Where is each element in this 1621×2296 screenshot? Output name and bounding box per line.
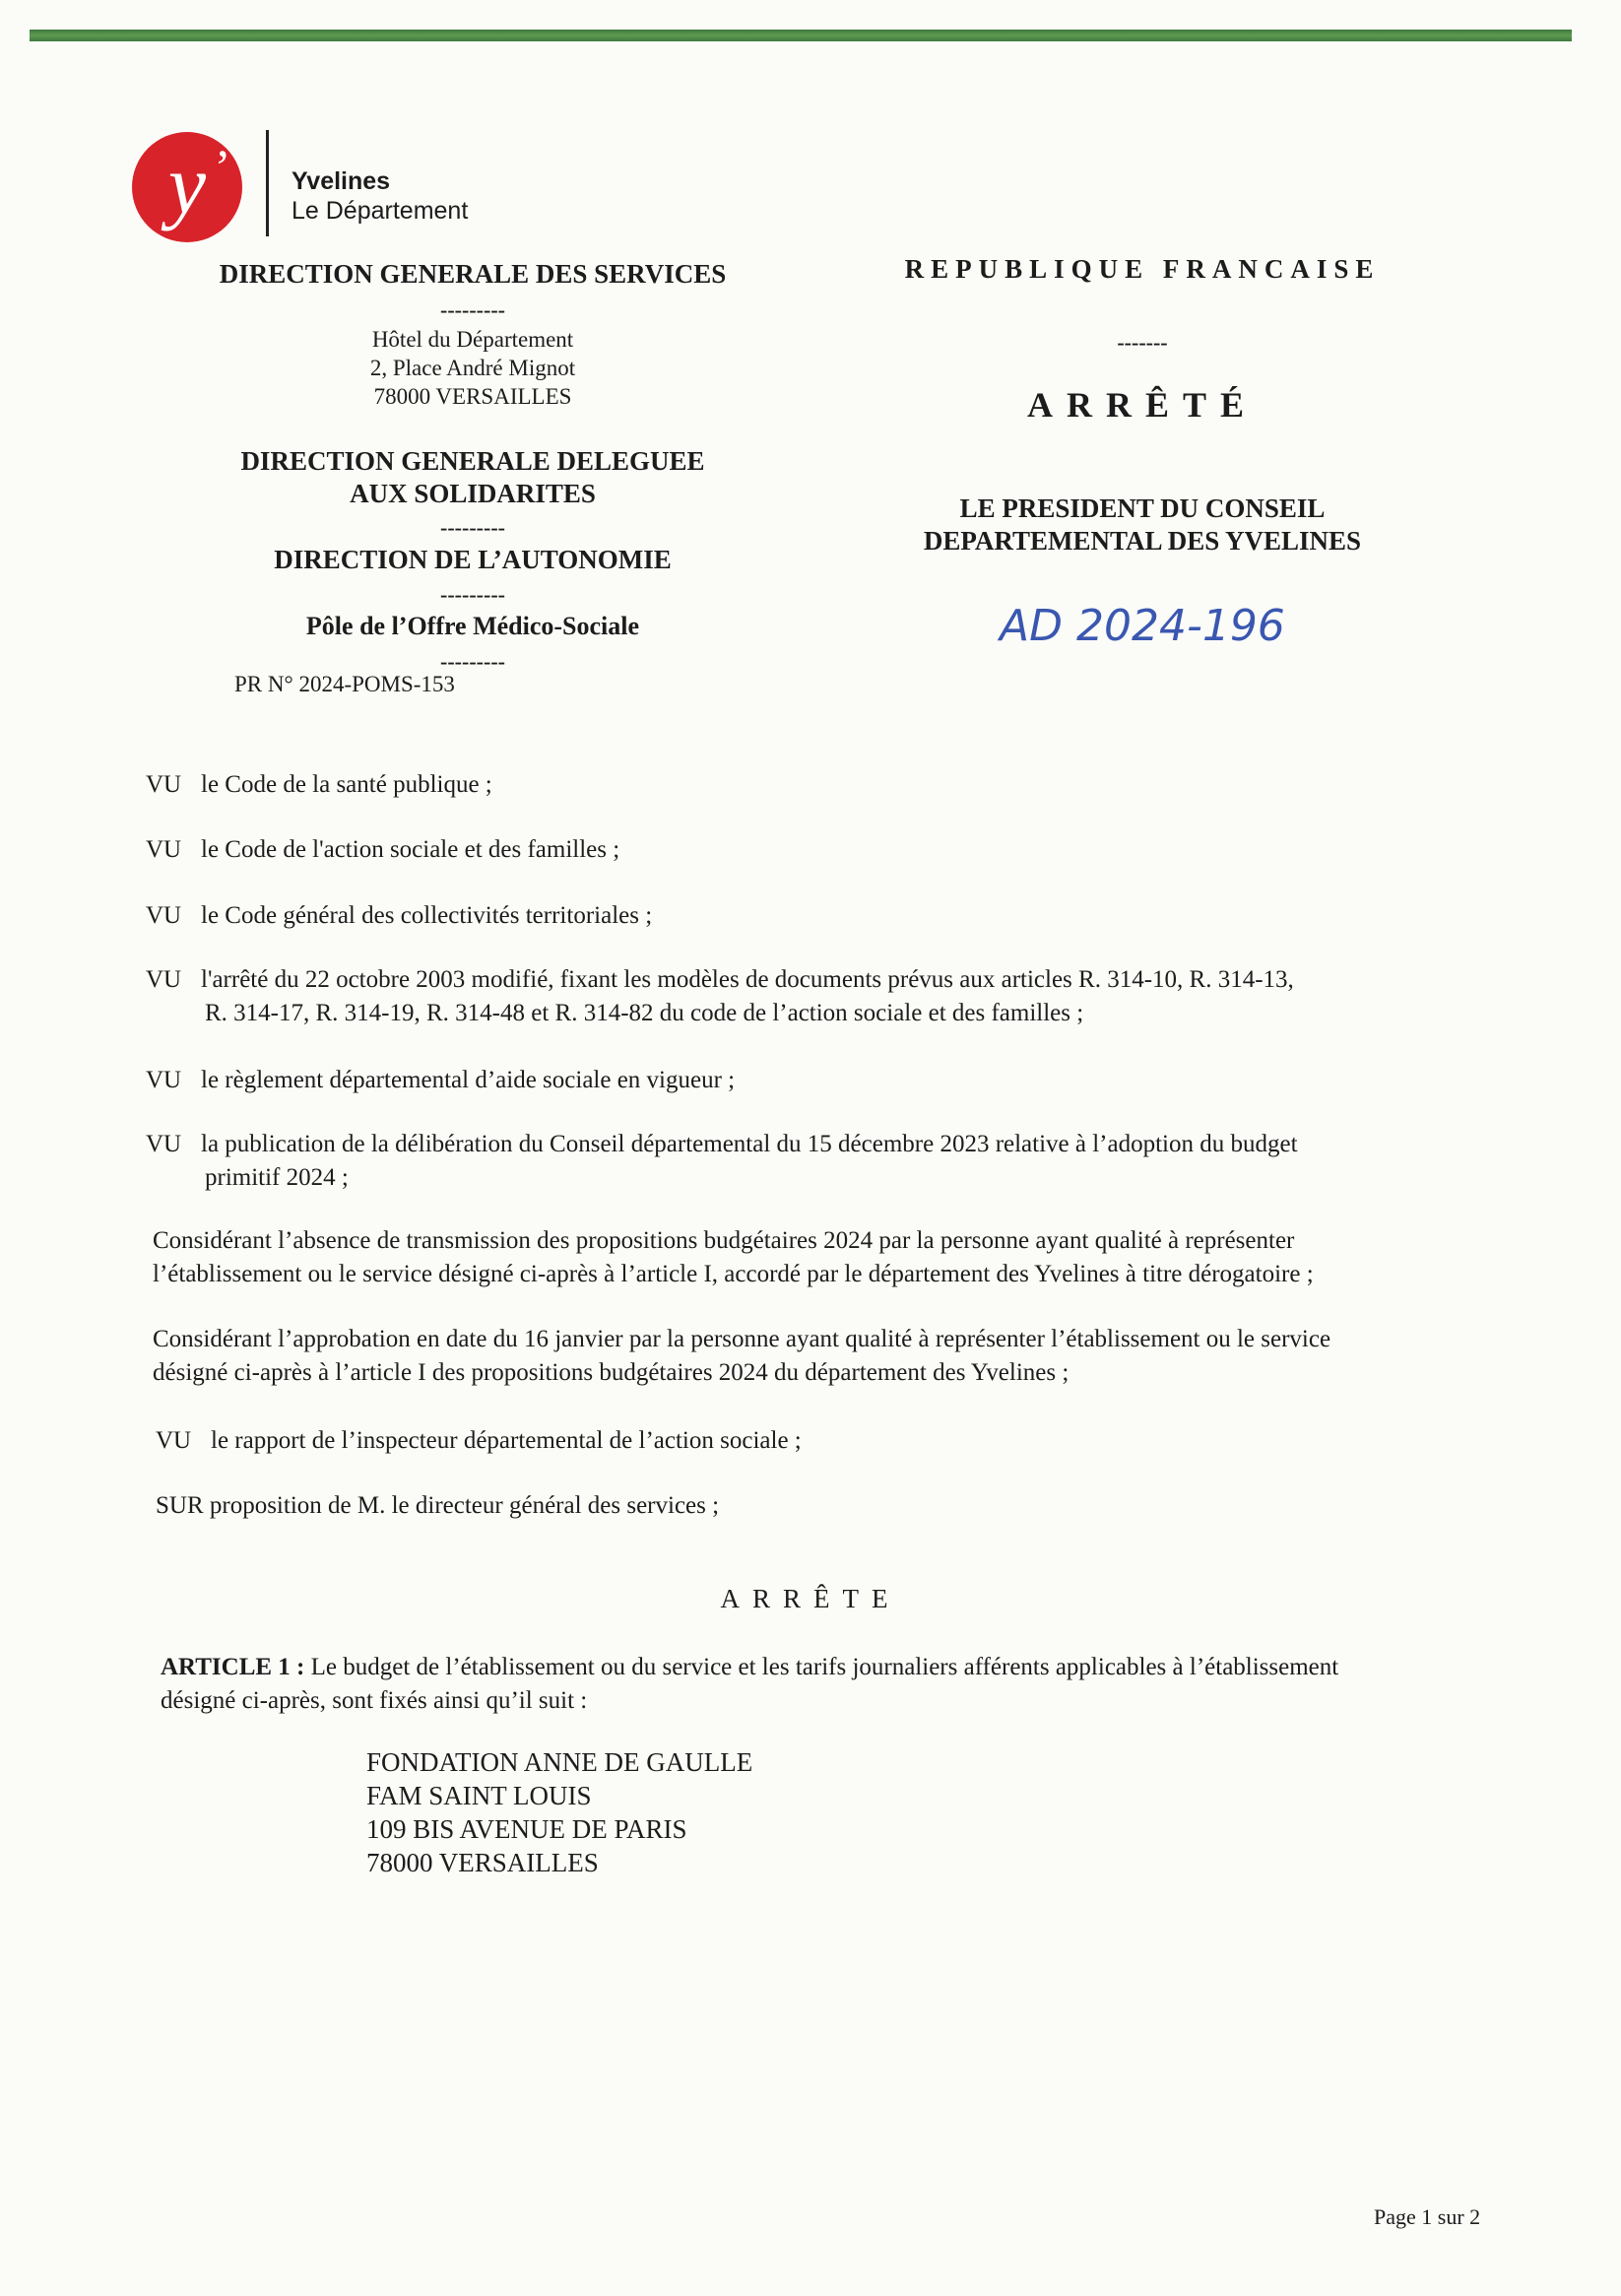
visa-item [146,1128,1465,1195]
autonomie-heading: DIRECTION DE L’AUTONOMIE [274,545,672,574]
visa-item [146,1064,1465,1097]
pr-number: PR N° 2024-POMS-153 [234,672,455,696]
address-line: 78000 VERSAILLES [373,384,572,409]
dgs-heading: DIRECTION GENERALE DES SERVICES [219,259,727,289]
visa-text: le rapport de l’inspecteur départemental de l’action sociale ; [211,1427,802,1454]
dgd-line: AUX SOLIDARITES [350,479,596,508]
considerant-2 [153,1323,1472,1390]
brand-name: Yvelines [292,167,391,195]
divider: --------- [440,649,505,674]
divider: ------- [1117,330,1168,355]
visa-item [146,963,1465,1030]
top-border [30,30,1572,41]
republique-heading: REPUBLIQUE FRANCAISE [904,254,1381,284]
visa-item [146,899,1465,933]
article-label: ARTICLE 1 : [161,1654,305,1680]
arrete-title: ARRÊTÉ [1026,385,1259,425]
address-line: 2, Place André Mignot [369,356,576,380]
divider: --------- [440,297,505,322]
visa-text: le règlement départemental d’aide sociale en vigueur ; [201,1067,736,1093]
visa-item [146,833,1465,867]
considerant-line: Considérant l’approbation en date du 16 janvier par la personne ayant qualité à représenter l’établissement ou le service [153,1326,1331,1352]
visa-label: VU [146,1067,182,1093]
dgd-line: DIRECTION GENERALE DELEGUEE [240,446,705,476]
president-line: DEPARTEMENTAL DES YVELINES [923,526,1362,556]
visa-text: l'arrêté du 22 octobre 2003 modifié, fixant les modèles de documents prévus aux articles R. 314-10, R. 314-13, [201,966,1294,993]
visa-label: VU [146,902,182,929]
considerant-line: l’établissement ou le service désigné ci-après à l’article I, accordé par le département des Yvelines à titre dérogatoire ; [153,1261,1314,1287]
visa-text-cont: R. 314-17, R. 314-19, R. 314-48 et R. 314-82 du code de l’action sociale et des familles ; [205,1000,1084,1026]
handwritten-reference [995,591,1389,660]
article-1 [161,1651,1475,1718]
establishment-line: FAM SAINT LOUIS [366,1781,592,1810]
divider: --------- [440,515,505,540]
establishment-line: FONDATION ANNE DE GAULLE [366,1747,753,1777]
visa-label: VU [146,966,182,993]
address-block [167,325,778,411]
svg-text:’: ’ [214,139,231,194]
brand-subtitle: Le Département [292,197,469,225]
logo-separator [266,130,269,236]
article-text: Le budget de l’établissement ou du service et les tarifs journaliers afférents applicables à l’établissement [310,1654,1339,1680]
considerant-line: Considérant l’absence de transmission des propositions budgétaires 2024 par la personne ayant qualité à représenter [153,1227,1295,1254]
arrete-heading: ARRÊTE [720,1584,901,1613]
visa-text-cont: primitif 2024 ; [205,1164,349,1191]
visa-label: VU [146,1131,182,1157]
visa-item [146,768,1465,802]
visa-label: VU [146,771,182,798]
visa-label: VU [156,1427,192,1454]
considerant-line: désigné ci-après à l’article I des propositions budgétaires 2024 du département des Yvelines ; [153,1359,1070,1386]
article-text: désigné ci-après, sont fixés ainsi qu’il suit : [161,1687,588,1714]
president-line: LE PRESIDENT DU CONSEIL [959,493,1326,523]
visa-label: VU [146,836,182,863]
pole-heading: Pôle de l’Offre Médico-Sociale [305,612,640,640]
establishment-address [366,1745,752,1879]
president-heading [827,492,1458,558]
visa-text: le Code de l'action sociale et des familles ; [201,836,620,863]
establishment-line: 109 BIS AVENUE DE PARIS [366,1814,687,1844]
dgd-heading [167,445,778,510]
establishment-line: 78000 VERSAILLES [366,1848,599,1877]
yvelines-logo-icon [128,126,254,242]
sur-proposition: SUR proposition de M. le directeur général des services ; [156,1492,720,1519]
svg-text:y: y [167,137,207,231]
visa-text: le Code général des collectivités territoriales ; [201,902,653,929]
considerant-1 [153,1224,1472,1291]
visa-text: le Code de la santé publique ; [201,771,492,798]
handwritten-text: AD 2024-196 [1000,601,1285,651]
visa-rapport [156,1424,1475,1458]
divider: --------- [440,582,505,607]
address-line: Hôtel du Département [371,327,574,352]
visa-text: la publication de la délibération du Conseil départemental du 15 décembre 2023 relative à l’adoption du budget [201,1131,1298,1157]
page-number: Page 1 sur 2 [1374,2204,1481,2229]
